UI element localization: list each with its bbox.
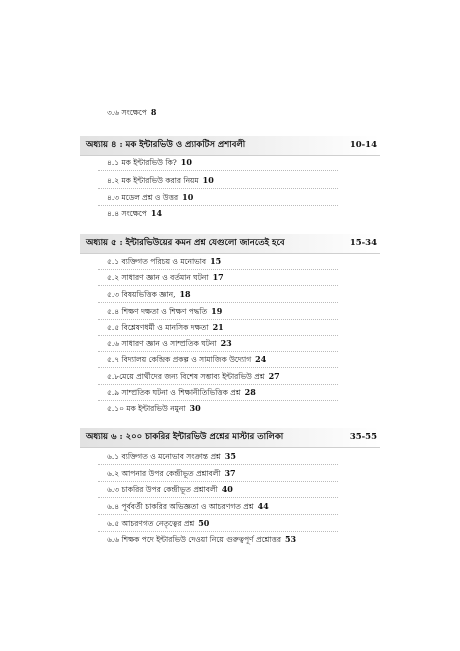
toc-entry[interactable]: [107, 482, 233, 496]
toc-entry-page: 30: [189, 403, 201, 413]
toc-entry-label: ৫.৩ বিষয়ভিত্তিক জ্ঞান,: [107, 290, 176, 299]
toc-entry-label: ৫.৮মেয়ে প্রার্থীদের জন্য বিশেষ সম্ভাব্য ইন্টারভিউ প্রশ্ন: [107, 372, 265, 381]
toc-entry-page: 10: [202, 175, 214, 185]
toc-entry[interactable]: [107, 336, 232, 350]
toc-entry-page: 10: [180, 157, 192, 167]
toc-entry-page: 44: [257, 501, 269, 511]
toc-entry[interactable]: [107, 287, 191, 301]
toc-entry-page: 37: [224, 468, 236, 478]
chapter-title: অধ্যায় ৬ : ২০০ চাকরির ইন্টারভিউ প্রশ্নের মাস্টার তালিকা: [86, 432, 284, 442]
chapter-header[interactable]: [80, 428, 380, 447]
toc-entry-page: 50: [198, 518, 210, 528]
toc-entry-label: ৩.৬ সংক্ষেপে: [107, 108, 147, 117]
toc-entry-label: ৫.৬ সাধারণ জ্ঞান ও সাম্প্রতিক ঘটনা: [107, 339, 217, 348]
chapter-title: অধ্যায় ৪ : মক ইন্টারভিউ ও প্র্যাকটিস প্রশাবলী: [86, 140, 246, 150]
toc-entry[interactable]: [107, 173, 214, 187]
toc-entry-label: ৬.৪ পূর্ববর্তী চাকরির অভিজ্ঞতা ও আচরণগত প্রশ্ন: [107, 502, 254, 511]
toc-entry-label: ৫.৭ বিদ্যালয় কেন্দ্রিক প্রকল্প ও সামাজিক উদ্যোগ: [107, 355, 252, 364]
toc-entry-page: 35: [224, 451, 236, 461]
toc-entry-page: 24: [255, 354, 267, 364]
toc-entry-label: ৫.১ ব্যক্তিগত পরিচয় ও মনোভাব: [107, 257, 207, 266]
dotted-separator: [98, 170, 338, 172]
toc-entry[interactable]: [107, 352, 266, 366]
toc-entry[interactable]: [107, 254, 221, 268]
toc-entry[interactable]: [107, 466, 236, 480]
toc-entry[interactable]: [107, 270, 224, 284]
chapter-page-range: 10-14: [349, 140, 377, 150]
toc-entry[interactable]: [107, 499, 269, 513]
toc-entry-label: ৫.৯ সাম্প্রতিক ঘটনা ও শিক্ষানীতিভিত্তিক প্রশ্ন: [107, 388, 241, 397]
toc-entry-page: 18: [179, 289, 191, 299]
toc-entry[interactable]: [107, 516, 209, 530]
toc-entry-page: 27: [268, 371, 280, 381]
toc-entry-label: ৫.৫ বিশ্লেষণধর্মী ও মানসিক দক্ষতা: [107, 323, 209, 332]
toc-entry-page: 15: [210, 256, 222, 266]
toc-entry-label: ৪.১ মক ইন্টারভিউ কি?: [107, 158, 177, 167]
toc-entry-page: 19: [211, 306, 223, 316]
toc-entry-page: 40: [221, 484, 233, 494]
chapter-divider: [80, 447, 380, 448]
toc-entry-page: 23: [220, 338, 232, 348]
toc-entry-label: ৬.১ ব্যক্তিগত ও মনোভাব সংক্রান্ত প্রশ্ন: [107, 452, 221, 461]
toc-entry[interactable]: [107, 401, 201, 415]
toc-entry-page: 28: [244, 387, 256, 397]
toc-entry-page: 21: [212, 322, 224, 332]
toc-entry-label: ৬.৫ আচরণগত নেতৃত্বের প্রশ্ন: [107, 519, 195, 528]
toc-entry[interactable]: [107, 385, 256, 399]
toc-entry[interactable]: [107, 532, 296, 546]
toc-entry[interactable]: [107, 320, 224, 334]
toc-entry-page: 53: [284, 534, 297, 544]
toc-entry-label: ৬.৬ শিক্ষক পদে ইন্টারভিউ দেওয়া নিয়ে গুরুত্বপূর্ণ প্রশ্নোত্তর: [107, 535, 281, 544]
chapter-header[interactable]: [80, 136, 380, 155]
toc-entry-label: ৫.২ সাধারণ জ্ঞান ও বর্তমান ঘটনা: [107, 273, 209, 282]
toc-entry-label: ৫.৪ শিক্ষণ দক্ষতা ও শিক্ষণ পদ্ধতি: [107, 307, 208, 316]
toc-entry-label: ৫.১০ মক ইন্টারভিউ নমুনা: [107, 404, 186, 413]
chapter-title: অধ্যায় ৫ : ইন্টারভিউয়ের কমন প্রশ্ন যেগুলো জানতেই হবে: [86, 238, 285, 248]
toc-entry[interactable]: [107, 206, 162, 220]
toc-entry[interactable]: [107, 155, 192, 169]
toc-entry-page: 8: [150, 107, 157, 117]
toc-entry-label: ৪.৩ মডেল প্রশ্ন ও উত্তর: [107, 193, 179, 202]
chapter-page-range: 15-34: [349, 238, 377, 248]
toc-entry-label: ৪.৪ সংক্ষেপে: [107, 209, 147, 218]
toc-entry[interactable]: [107, 449, 236, 463]
toc-entry-label: ৬.৩ চাকরির উপর কেন্দ্রীভূত প্রশ্নাবলী: [107, 485, 218, 494]
toc-entry[interactable]: [107, 190, 193, 204]
toc-entry-label: ৬.২ আপনার উপর কেন্দ্রীভূত প্রশ্নাবলী: [107, 469, 221, 478]
toc-entry[interactable]: [107, 369, 280, 383]
toc-entry[interactable]: [107, 105, 156, 119]
toc-entry-label: ৪.২ মক ইন্টারভিউ করার নিয়ম: [107, 176, 199, 185]
chapter-header[interactable]: [80, 234, 380, 253]
chapter-page-range: 35-55: [349, 432, 377, 442]
toc-entry[interactable]: [107, 304, 222, 318]
toc-entry-page: 14: [150, 208, 163, 218]
toc-entry-page: 17: [212, 272, 224, 282]
toc-entry-page: 10: [182, 192, 194, 202]
